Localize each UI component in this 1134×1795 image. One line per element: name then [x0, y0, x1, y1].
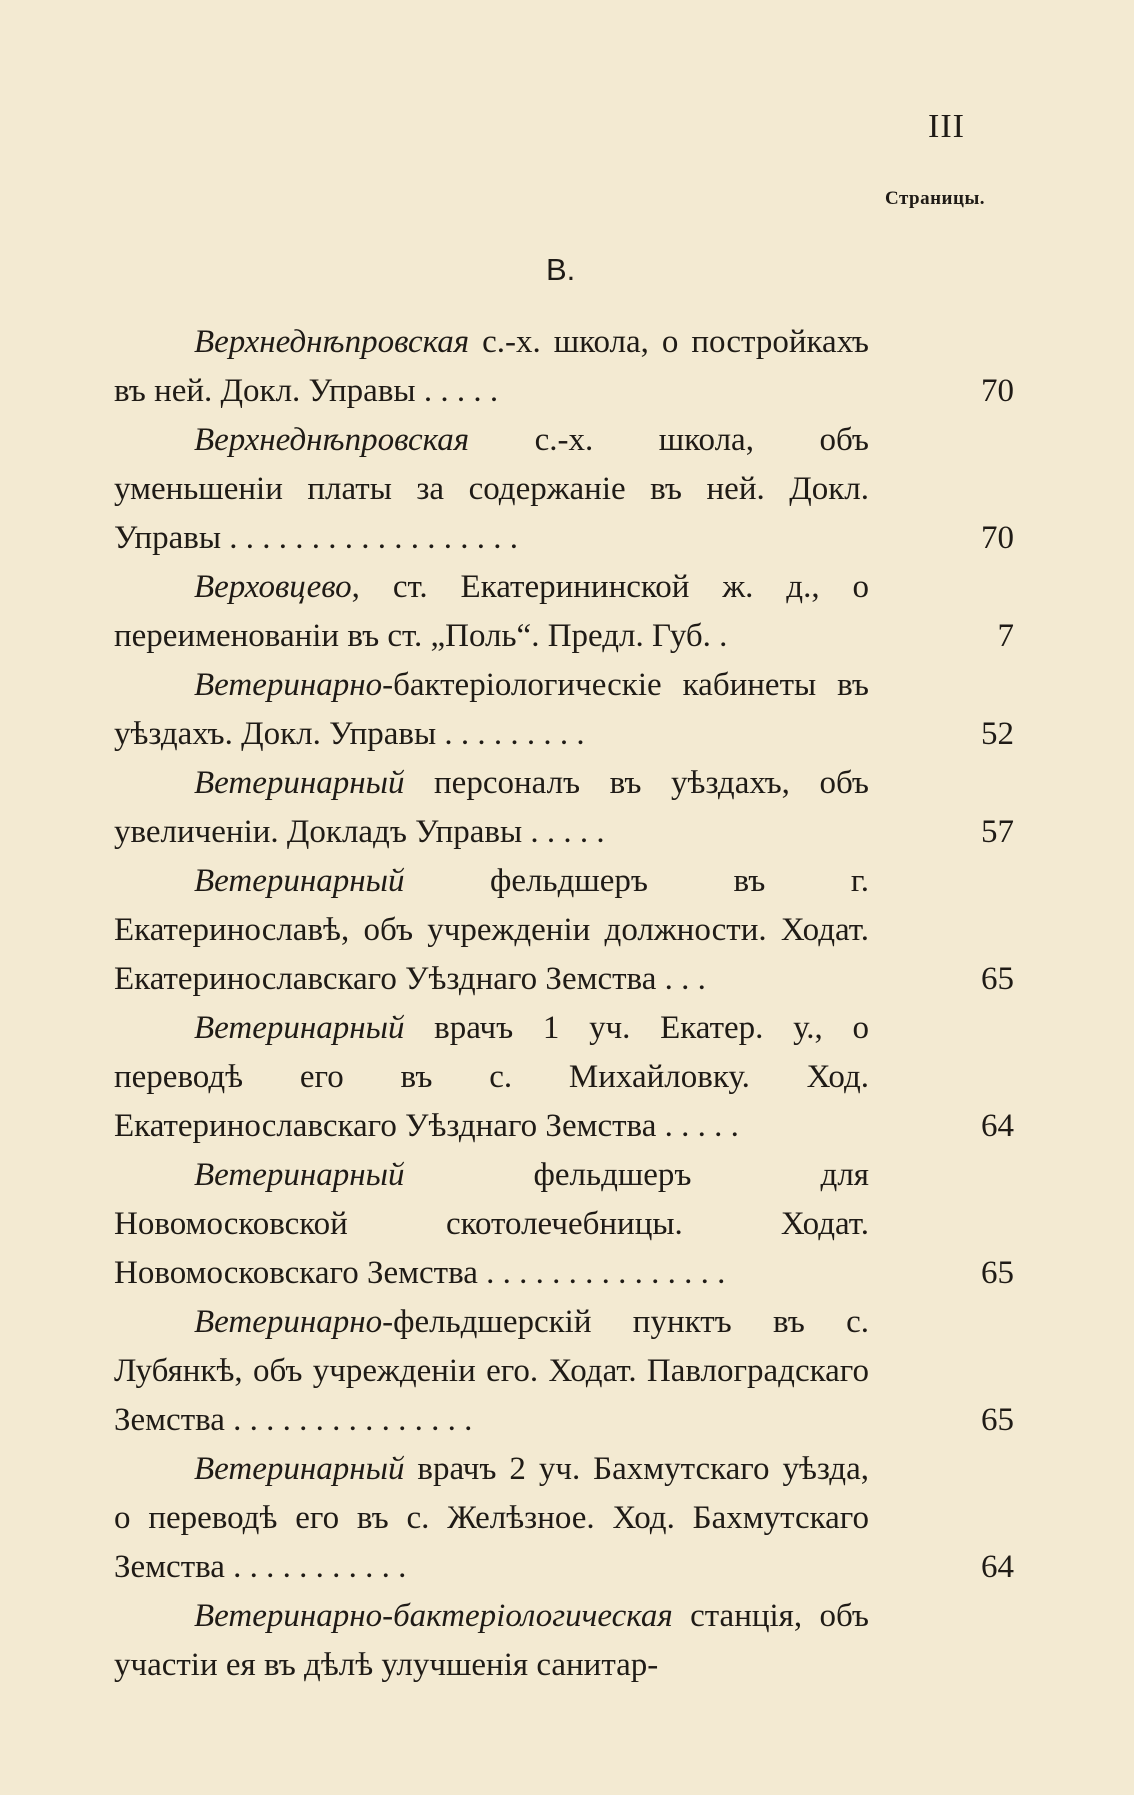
index-entry	[114, 318, 1014, 416]
entry-text: с.-х. школа, объ уменьшеніи платы за содержаніе въ ней. Докл. Управы . . . . . . . . . . . . . . . . . .	[114, 422, 869, 556]
entry-page: 65	[981, 1402, 1014, 1438]
entry-page: 57	[981, 814, 1014, 850]
entry-keyword: Верхнеднѣпровская	[194, 422, 470, 458]
index-entry	[114, 1004, 1014, 1151]
entry-text: врачъ 1 уч. Екатер. у., о переводѣ его въ с. Михайловку. Ход. Екатеринославскаго Уѣзднаго Земства . . . . .	[114, 1010, 869, 1144]
entry-text: фельдшерскій пунктъ въ с. Лубянкѣ, объ учрежденіи его. Ходат. Павлоградскаго Земства . . . . . . . . . . . . . . .	[114, 1304, 869, 1438]
entry-keyword: Ветеринарный	[194, 765, 405, 801]
entry-page: 52	[981, 716, 1014, 752]
entry-text: фельдшеръ въ г. Екатеринославѣ, объ учрежденіи должности. Ходат. Екатеринославскаго Уѣзднаго Земства . . .	[114, 863, 869, 997]
index-entry	[114, 1151, 1014, 1298]
entry-page: 70	[981, 520, 1014, 556]
entry-page: 65	[981, 1255, 1014, 1291]
entry-text: с.-х. школа, о постройкахъ въ ней. Докл. Управы . . . . .	[114, 324, 869, 409]
entry-keyword: Ветеринарный	[194, 1451, 405, 1487]
index-entry	[114, 1592, 1014, 1690]
index-entries	[114, 318, 1014, 1690]
index-entry	[114, 1445, 1014, 1592]
entry-page: 7	[997, 618, 1014, 654]
entry-text: фельдшеръ для Новомосковской скотолечебницы. Ходат. Новомосковскаго Земства . . . . . . . . . . . . . . .	[114, 1157, 869, 1291]
index-entry	[114, 759, 1014, 857]
entry-page: 64	[981, 1108, 1014, 1144]
section-letter: В.	[546, 252, 576, 287]
entry-keyword: Ветеринарно-бактеріологическая	[194, 1598, 673, 1634]
entry-page: 64	[981, 1549, 1014, 1585]
entry-text: , ст. Екатерининской ж. д., о переименованіи въ ст. „Поль“. Предл. Губ. .	[114, 569, 869, 654]
entry-text: бактеріологическіе кабинеты въ уѣздахъ. Докл. Управы . . . . . . . . .	[114, 667, 869, 752]
index-entry	[114, 661, 1014, 759]
entry-keyword: Верховцево	[194, 569, 352, 605]
index-entry	[114, 563, 1014, 661]
index-entry	[114, 1298, 1014, 1445]
page-number: III	[928, 108, 965, 145]
entry-keyword: Ветеринарно-	[194, 1304, 394, 1340]
entry-page: 70	[981, 373, 1014, 409]
entry-keyword: Ветеринарный	[194, 1010, 405, 1046]
entry-text: станція, объ участіи ея въ дѣлѣ улучшенія санитар-	[114, 1598, 869, 1683]
entry-keyword: Ветеринарный	[194, 1157, 405, 1193]
entry-text: врачъ 2 уч. Бахмутскаго уѣзда, о переводѣ его въ с. Желѣзное. Ход. Бахмутскаго Земства . . . . . . . . . . .	[114, 1451, 869, 1585]
index-entry	[114, 416, 1014, 563]
entry-page: 65	[981, 961, 1014, 997]
entry-text: персоналъ въ уѣздахъ, объ увеличеніи. Докладъ Управы . . . . .	[114, 765, 869, 850]
index-entry	[114, 857, 1014, 1004]
entry-keyword: Ветеринарно-	[194, 667, 394, 703]
pages-column-label: Страницы.	[885, 188, 986, 209]
entry-keyword: Верхнеднѣпровская	[194, 324, 470, 360]
entry-keyword: Ветеринарный	[194, 863, 405, 899]
